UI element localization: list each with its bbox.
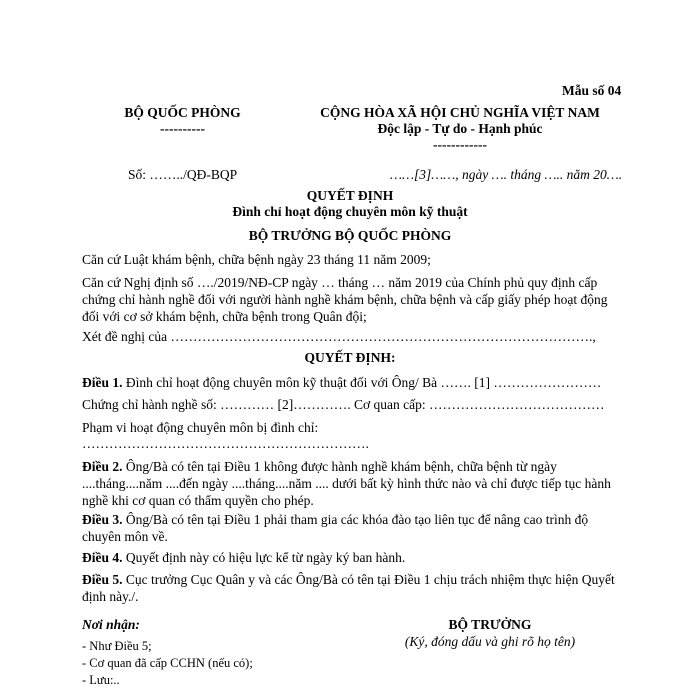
motto-rule: ------------	[433, 137, 487, 152]
authority-title: BỘ TRƯỞNG BỘ QUỐC PHÒNG	[248, 228, 452, 243]
article-1	[82, 374, 622, 391]
motto: Độc lập - Tự do - Hạnh phúc	[377, 121, 543, 136]
signer-title: BỘ TRƯỞNG	[448, 617, 532, 632]
article-1-label: Điều 1.	[82, 375, 123, 390]
preamble-proposal: Xét đề nghị của ………………………………………………………………………………….,	[82, 329, 596, 344]
article-2-label: Điều 2.	[82, 459, 123, 474]
article-5-text: Cục trưởng Cục Quân y và các Ông/Bà có tên tại Điều 1 chịu trách nhiệm thực hiện Quyết định này./.	[82, 572, 615, 604]
preamble-law: Căn cứ Luật khám bệnh, chữa bệnh ngày 23 tháng 11 năm 2009;	[82, 252, 431, 267]
country-title: CỘNG HÒA XÃ HỘI CHỦ NGHĨA VIỆT NAM	[320, 105, 600, 120]
document-subtitle: Đình chỉ hoạt động chuyên môn kỹ thuật	[232, 204, 468, 219]
article-5	[82, 571, 622, 605]
article-3	[82, 511, 622, 545]
preamble-decree: Căn cứ Nghị định số …./2019/NĐ-CP ngày … tháng … năm 2019 của Chính phủ quy định cấp chứng chỉ hành nghề đối với người hành nghề khám bệnh, chữa bệnh và cấp giấy phép hoạt động đối với cơ sở khám bệnh, chữa bệnh trong Quân đội;	[82, 275, 608, 324]
document-number: Số: ……../QĐ-BQP	[128, 167, 238, 182]
signature-note: (Ký, đóng dấu và ghi rõ họ tên)	[404, 634, 576, 649]
ministry-rule: ----------	[160, 121, 205, 136]
article-1-certificate: Chứng chỉ hành nghề số: ………… [2]…………. Cơ quan cấp: …………………………………	[82, 397, 605, 412]
article-4-label: Điều 4.	[82, 550, 123, 565]
article-3-label: Điều 3.	[82, 512, 123, 527]
recipient-item: - Cơ quan đã cấp CCHN (nếu có);	[82, 656, 253, 670]
article-3-text: Ông/Bà có tên tại Điều 1 phải tham gia các khóa đào tạo liên tục để nâng cao trình độ chuyên môn về.	[82, 512, 589, 544]
decision-heading: QUYẾT ĐỊNH:	[304, 350, 396, 365]
article-1-scope-blank: ……………………………………………………….	[82, 436, 369, 451]
article-4-text: Quyết định này có hiệu lực kể từ ngày ký ban hành.	[122, 550, 406, 565]
article-1-text: Đình chỉ hoạt động chuyên môn kỹ thuật đối với Ông/ Bà ……. [1] ……………………	[122, 375, 602, 390]
recipient-item: - Như Điều 5;	[82, 639, 152, 653]
place-date: ……[3]……, ngày …. tháng ….. năm 20….	[390, 167, 623, 182]
article-5-label: Điều 5.	[82, 572, 123, 587]
form-number: Mẫu số 04	[562, 83, 622, 98]
recipient-item: - Lưu:..	[82, 673, 120, 687]
ministry-name: BỘ QUỐC PHÒNG	[124, 105, 241, 120]
article-2	[82, 458, 622, 509]
recipients-label: Nơi nhận:	[82, 617, 140, 632]
article-2-text: Ông/Bà có tên tại Điều 1 không được hành nghề khám bệnh, chữa bệnh từ ngày ....tháng....năm ....đến ngày ....tháng....năm .... dưới bất kỳ hình thức nào và chỉ được tiếp tục hành nghề khi cơ quan có thẩm quyền cho phép.	[82, 459, 611, 508]
document-title: QUYẾT ĐỊNH	[306, 188, 394, 203]
article-4	[82, 549, 622, 566]
article-1-scope: Phạm vi hoạt động chuyên môn bị đình chỉ:	[82, 420, 319, 435]
